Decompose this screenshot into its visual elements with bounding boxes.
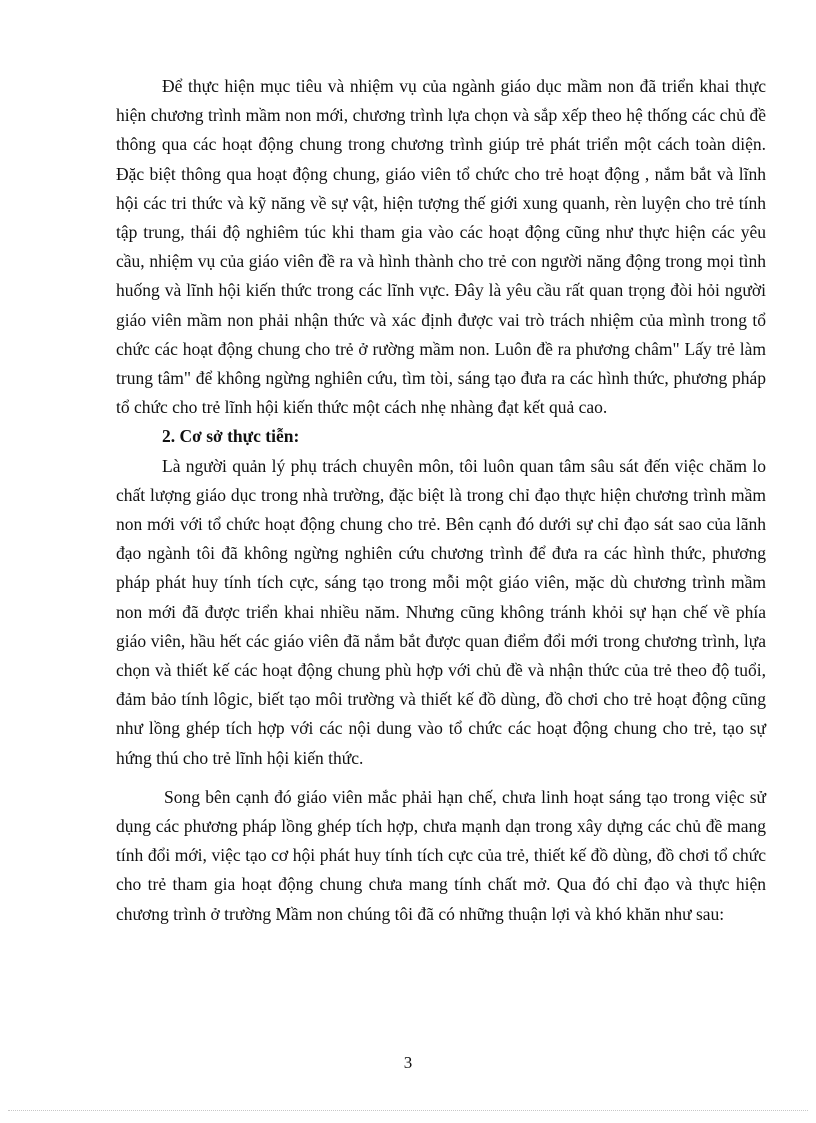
paragraph-intro: Để thực hiện mục tiêu và nhiệm vụ của ngành giáo dục mầm non đã triển khai thực hiện chương trình mầm non mới, chương trình lựa chọn và sắp xếp theo hệ thống các chủ đề thông qua các hoạt động chung trong chương trình giúp trẻ phát triển một cách toàn diện. Đặc biệt thông qua hoạt động chung, giáo viên tổ chức cho trẻ hoạt động , nắm bắt và lĩnh hội các tri thức và kỹ năng về sự vật, hiện tượng thế giới xung quanh, rèn luyện cho trẻ tính tập trung, thái độ nghiêm túc khi tham gia vào các hoạt động cũng như thực hiện các yêu cầu, nhiệm vụ của giáo viên đề ra và hình thành cho trẻ con người năng động trong mọi tình huống và lĩnh hội kiến thức trong các lĩnh vực. Đây là yêu cầu rất quan trọng đòi hỏi người giáo viên mầm non phải nhận thức và xác định được vai trò trách nhiệm của mình trong tổ chức các hoạt động chung cho trẻ ở rường mầm non. Luôn đề ra phương châm" Lấy trẻ làm trung tâm" để không ngừng nghiên cứu, tìm tòi, sáng tạo đưa ra các hình thức, phương pháp tổ chức cho trẻ lĩnh hội kiến thức một cách nhẹ nhàng đạt kết quả cao. [116,76,766,418]
section-heading: 2. Cơ sở thực tiễn: [162,426,300,447]
page-number: 3 [403,1053,413,1072]
document-body [116,72,766,929]
paragraph-practical-basis: Là người quản lý phụ trách chuyên môn, tôi luôn quan tâm sâu sát đến việc chăm lo chất lượng giáo dục trong nhà trường, đặc biệt là trong chỉ đạo thực hiện chương trình mầm non mới với tổ chức hoạt động chung cho trẻ. Bên cạnh đó dưới sự chỉ đạo sát sao của lãnh đạo ngành tôi đã không ngừng nghiên cứu chương trình để đưa ra các hình thức, phương pháp phát huy tính tích cực, sáng tạo trong mỗi một giáo viên, mặc dù chương trình mầm non mới đã được triển khai nhiều năm. Nhưng cũng không tránh khỏi sự hạn chế về phía giáo viên, hầu hết các giáo viên đã nắm bắt được quan điểm đổi mới trong chương trình, lựa chọn và thiết kế các hoạt động chung phù hợp với chủ đề và nhận thức của trẻ theo độ tuổi, đảm bảo tính lôgic, biết tạo môi trường và thiết kế đồ dùng, đồ chơi cho trẻ hoạt động cũng như lồng ghép tích hợp với các nội dung vào tổ chức các hoạt động chung cho trẻ, tạo sự hứng thú cho trẻ lĩnh hội kiến thức. [116,455,766,768]
paragraph-limitations: Song bên cạnh đó giáo viên mắc phải hạn chế, chưa linh hoạt sáng tạo trong việc sử dụng các phương pháp lồng ghép tích hợp, chưa mạnh dạn trong xây dựng các chủ đề mang tính đổi mới, việc tạo cơ hội phát huy tính tích cực của trẻ, thiết kế đồ dùng, đồ chơi tổ chức cho trẻ tham gia hoạt động chung chưa mang tính chất mở. Qua đó chỉ đạo và thực hiện chương trình ở trường Mầm non chúng tôi đã có những thuận lợi và khó khăn như sau: [116,786,766,924]
footer-divider [8,1110,808,1111]
